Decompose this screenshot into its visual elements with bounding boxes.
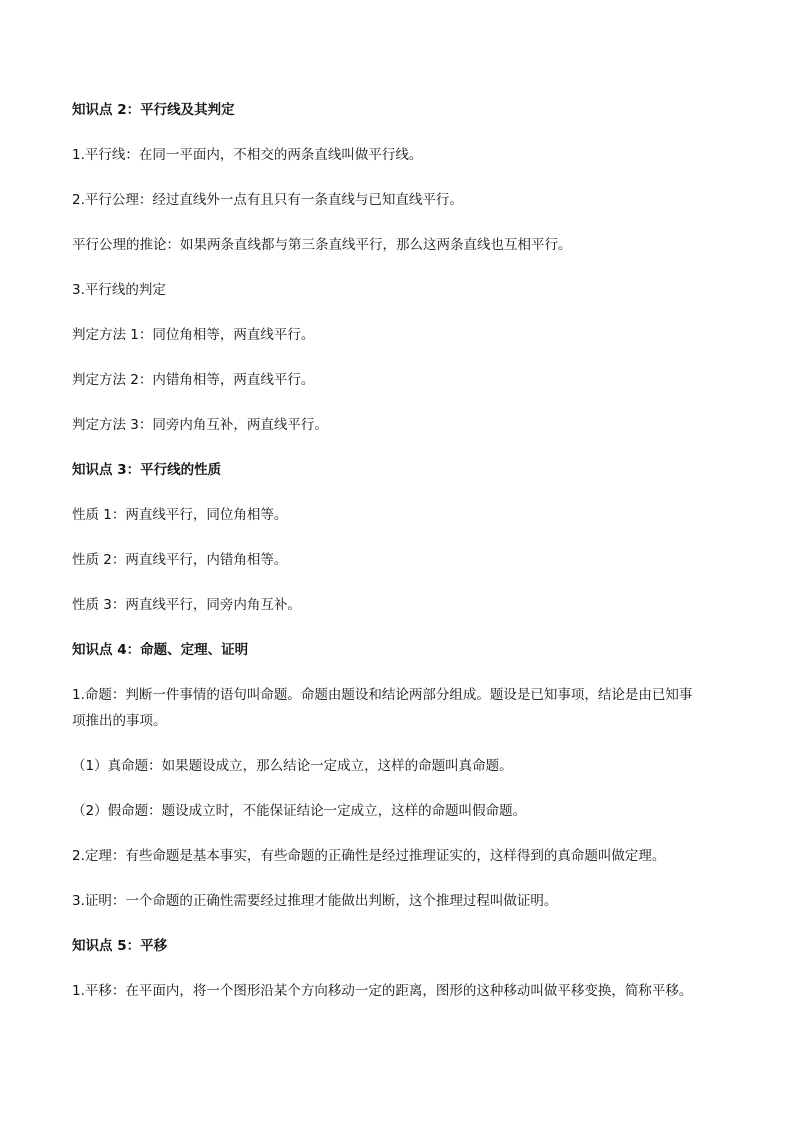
property-1: 性质 1：两直线平行，同位角相等。 — [72, 507, 288, 523]
section-heading-translation: 知识点 5：平移 — [72, 938, 168, 954]
section-heading-parallel-properties: 知识点 3：平行线的性质 — [72, 462, 222, 478]
parallel-axiom: 2.平行公理：经过直线外一点有且只有一条直线与已知直线平行。 — [72, 192, 463, 208]
parallel-criteria-title: 3.平行线的判定 — [72, 282, 166, 298]
criterion-method-2: 判定方法 2：内错角相等，两直线平行。 — [72, 372, 315, 388]
property-3: 性质 3：两直线平行，同旁内角互补。 — [72, 597, 301, 613]
property-2: 性质 2：两直线平行，内错角相等。 — [72, 552, 288, 568]
proposition-definition-line-2: 项推出的事项。 — [72, 713, 167, 729]
true-proposition: （1）真命题：如果题设成立，那么结论一定成立，这样的命题叫真命题。 — [72, 758, 513, 774]
translation-definition: 1.平移：在平面内，将一个图形沿某个方向移动一定的距离，图形的这种移动叫做平移变换，简称平移。 — [72, 983, 693, 999]
false-proposition: （2）假命题：题设成立时，不能保证结论一定成立，这样的命题叫假命题。 — [72, 803, 527, 819]
theorem-definition: 2.定理：有些命题是基本事实，有些命题的正确性是经过推理证实的，这样得到的真命题叫做定理。 — [72, 848, 666, 864]
document-page — [72, 97, 732, 1004]
section-heading-parallel-lines: 知识点 2：平行线及其判定 — [72, 102, 235, 118]
proposition-definition-line-1: 1.命题：判断一件事情的语句叫命题。命题由题设和结论两部分组成。题设是已知事项，结论是由已知事 — [72, 687, 693, 703]
criterion-method-3: 判定方法 3：同旁内角互补，两直线平行。 — [72, 417, 328, 433]
criterion-method-1: 判定方法 1：同位角相等，两直线平行。 — [72, 327, 315, 343]
section-heading-propositions: 知识点 4：命题、定理、证明 — [72, 642, 249, 658]
definition-parallel-lines: 1.平行线：在同一平面内，不相交的两条直线叫做平行线。 — [72, 147, 423, 163]
parallel-axiom-corollary: 平行公理的推论：如果两条直线都与第三条直线平行，那么这两条直线也互相平行。 — [72, 237, 572, 253]
proof-definition: 3.证明：一个命题的正确性需要经过推理才能做出判断，这个推理过程叫做证明。 — [72, 893, 558, 909]
